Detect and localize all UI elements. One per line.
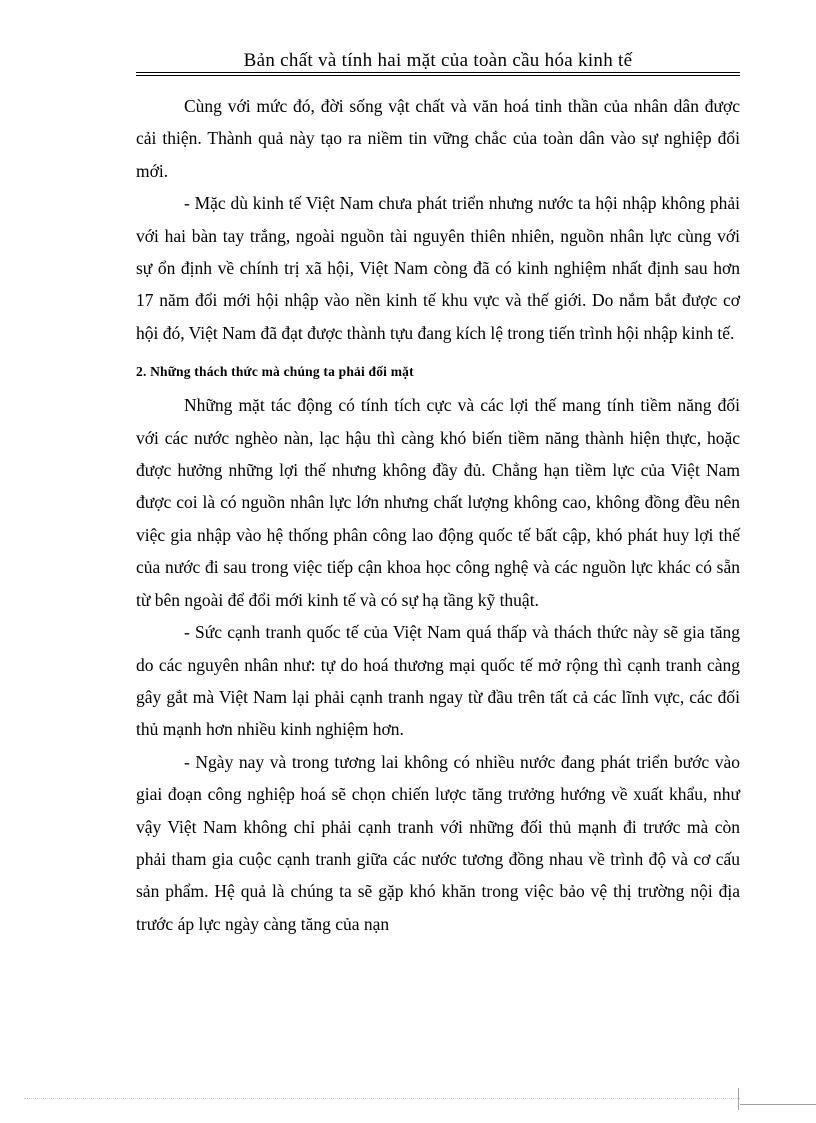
footer-dotted-rule	[24, 1098, 740, 1099]
paragraph-4: - Sức cạnh tranh quốc tế của Việt Nam quá thấp và thách thức này sẽ gia tăng do các nguyên nhân như: tự do hoá thương mại quốc tế mở rộng thì cạnh tranh càng gây gắt mà Việt Nam lại phải cạnh tranh ngay từ đầu trên tất cả các lĩnh vực, các đối thủ mạnh hơn nhiều kinh nghiệm hơn.	[136, 622, 740, 740]
footer-corner-mark	[738, 1088, 739, 1110]
footer-corner-rule	[740, 1104, 816, 1105]
paragraph-2: - Mặc dù kinh tế Việt Nam chưa phát triển nhưng nước ta hội nhập không phải với hai bàn tay trắng, ngoài nguồn tài nguyên thiên nhiên, nguồn nhân lực cùng với sự ổn định về chính trị xã hội, Việt Nam còng đã có kinh nghiệm nhất định sau hơn 17 năm đổi mới hội nhập vào nền kinh tế khu vực và thế giới. Do nắm bắt được cơ hội đó, Việt Nam đã đạt được thành tựu đang kích lệ trong tiến trình hội nhập kinh tế.	[136, 193, 740, 343]
header-rule-bottom	[136, 75, 740, 76]
paragraph-5: - Ngày nay và trong tương lai không có nhiều nước đang phát triển bước vào giai đoạn công nghiệp hoá sẽ chọn chiến lược tăng trưởng hướng về xuất khẩu, như vậy Việt Nam không chỉ phải cạnh tranh với những đối thủ mạnh đi trước mà còn phải tham gia cuộc cạnh tranh giữa các nước tương đồng nhau về trình độ và cơ cấu sản phẩm. Hệ quả là chúng ta sẽ gặp khó khăn trong việc bảo vệ thị trường nội địa trước áp lực ngày càng tăng của nạn	[136, 751, 740, 934]
page-header-title: Bản chất và tính hai mặt của toàn cầu hóa kinh tế	[243, 50, 633, 71]
document-body	[136, 90, 740, 940]
paragraph-3: Những mặt tác động có tính tích cực và các lợi thế mang tính tiềm năng đối với các nước nghèo nàn, lạc hậu thì càng khó biến tiềm năng thành hiện thực, hoặc được hưởng những lợi thế nhưng không đầy đủ. Chẳng hạn tiềm lực của Việt Nam được coi là có nguồn nhân lực lớn nhưng chất lượng không cao, không đồng đều nên việc gia nhập vào hệ thống phân công lao động quốc tế bất cập, khó phát huy lợi thế của nước đi sau trong việc tiếp cận khoa học công nghệ và các nguồn lực khác có sẵn từ bên ngoài để đổi mới kinh tế và có sự hạ tầng kỹ thuật.	[136, 395, 740, 610]
paragraph-1: Cùng với mức đó, đời sống vật chất và văn hoá tinh thần của nhân dân được cải thiện. Thành quả này tạo ra niềm tin vững chắc của toàn dân vào sự nghiệp đổi mới.	[136, 96, 740, 181]
section-heading-2: 2. Những thách thức mà chúng ta phải đối mặt	[136, 364, 414, 380]
header-rule-top	[136, 72, 740, 73]
